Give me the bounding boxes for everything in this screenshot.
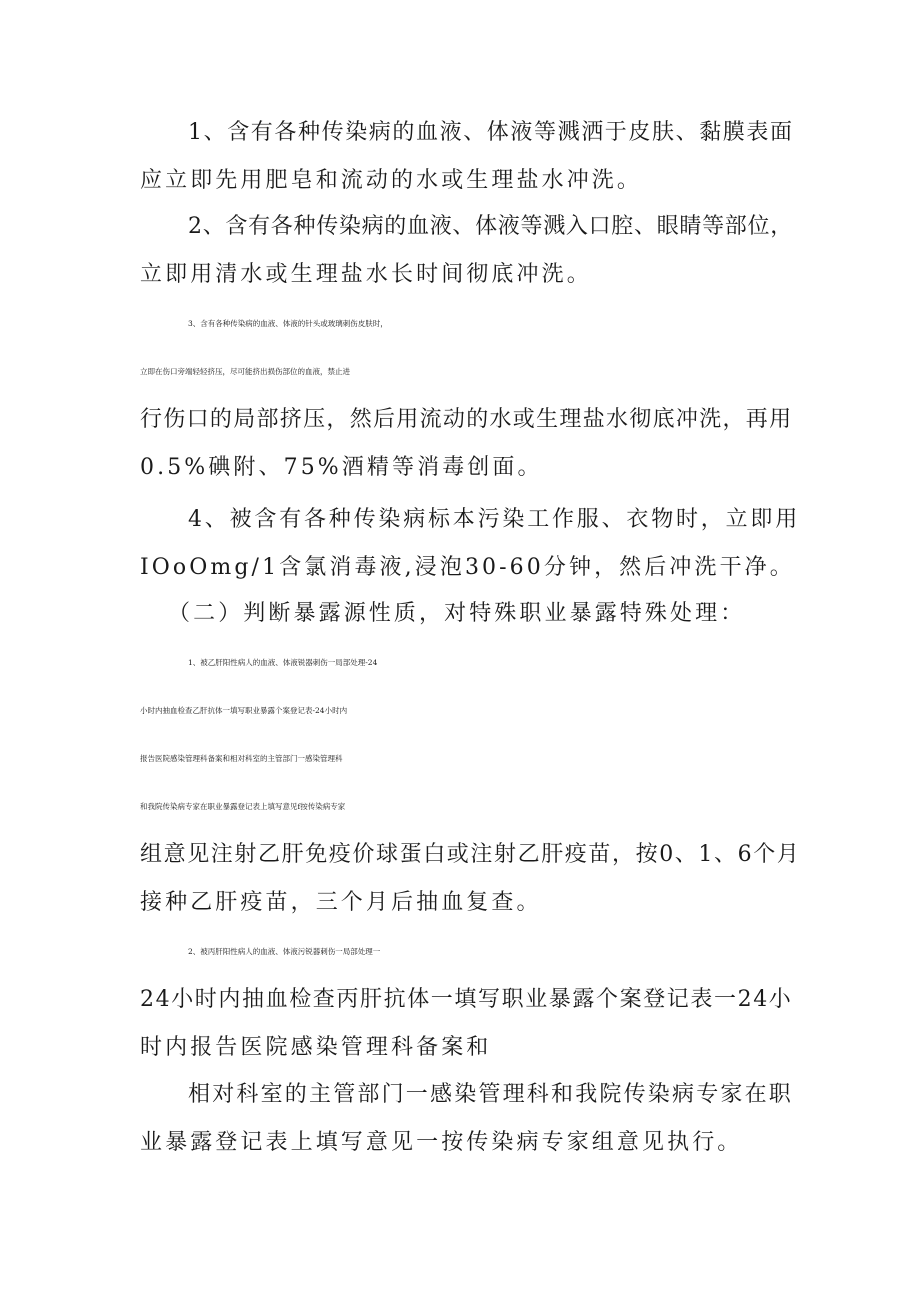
text-line: 报告医院感染管理科备案和相对科室的主管部门一感染管理科 xyxy=(140,754,343,763)
text-line: 时内报告医院感染管理科备案和 xyxy=(140,1035,492,1060)
paragraph-needle-injury xyxy=(140,300,792,492)
text-line: 24小时内抽血检查丙肝抗体一填写职业暴露个案登记表一24小 xyxy=(140,987,793,1012)
text-line: 立即用清水或生理盐水长时间彻底冲洗。 xyxy=(140,262,592,287)
paragraph-hepatitis-c-exposure xyxy=(140,928,792,1072)
text-line: IOoOmg/1含氯消毒液,浸泡30-60分钟，然后冲洗干净。 xyxy=(140,555,795,580)
text-line: 业暴露登记表上填写意见一按传染病专家组意见执行。 xyxy=(140,1130,743,1155)
text-line: 2、含有各种传染病的血液、体液等溅入口腔、眼睛等部位， xyxy=(188,214,793,239)
text-line: 应立即先用肥皂和流动的水或生理盐水冲洗。 xyxy=(140,168,643,193)
text-line: 2、被丙肝阳性病人的血液、体液污锐器刺伤一局部处理一 xyxy=(188,947,381,956)
paragraph-blood-splash-skin xyxy=(140,109,794,205)
paragraph-contaminated-clothing xyxy=(140,496,800,592)
text-line: 小时内抽血检查乙肝抗体一填写职业暴露个案登记表-24小时内 xyxy=(140,706,348,715)
text-line: 和我院传染病专家在职业暴露登记表上填写意见f按传染病专家 xyxy=(140,802,346,811)
text-line: 接种乙肝疫苗，三个月后抽血复查。 xyxy=(140,890,542,915)
text-line: 1、含有各种传染病的血液、体液等溅洒于皮肤、黏膜表面 xyxy=(188,120,794,145)
text-line: 行伤口的局部挤压，然后用流动的水或生理盐水彻底冲洗，再用 xyxy=(140,407,793,432)
text-line: 4、被含有各种传染病标本污染工作服、衣物时，立即用 xyxy=(188,507,800,532)
paragraph-hepatitis-c-continuation xyxy=(140,1071,793,1167)
text-line: 1、被乙肝阳性病人的血液、体液锐器刺伤一局部处理-24 xyxy=(188,658,378,667)
paragraph-hepatitis-b-exposure xyxy=(140,639,800,927)
section-heading-exposure-source xyxy=(140,590,745,638)
text-line: 3、含有各种传染病的血液、体液的针头或玻璃刺伤皮肤时， xyxy=(188,319,388,328)
text-line: 立即在伤口旁端轻轻挤压，尽可能挤出损伤部位的血液，禁止进 xyxy=(140,367,350,376)
text-line: 0.5%碘附、75%酒精等消毒创面。 xyxy=(140,455,543,480)
paragraph-blood-splash-mouth-eyes xyxy=(140,203,793,299)
text-line: 组意见注射乙肝免疫价球蛋白或注射乙肝疫苗，按0、1、6个月 xyxy=(140,842,801,867)
text-line: （二）判断暴露源性质，对特殊职业暴露特殊处理： xyxy=(168,601,746,626)
text-line: 相对科室的主管部门一感染管理科和我院传染病专家在职 xyxy=(188,1082,794,1107)
